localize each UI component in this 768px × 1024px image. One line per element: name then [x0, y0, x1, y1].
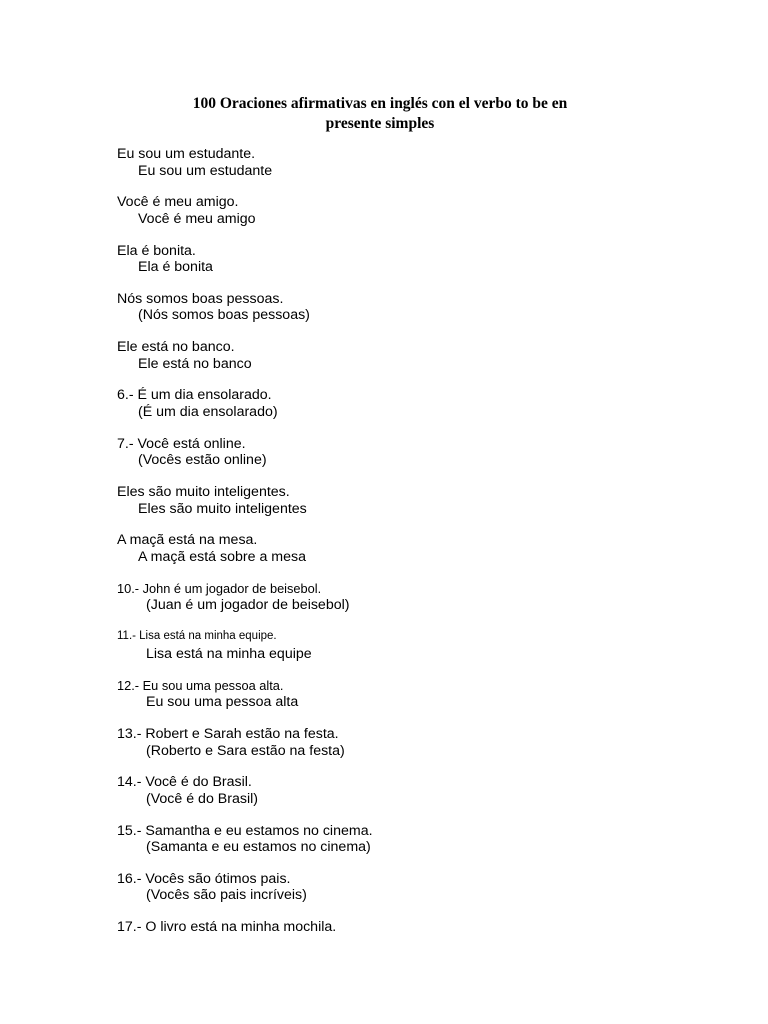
- sentence-entry: [117, 581, 717, 614]
- sentence-source: Você é meu amigo.: [117, 194, 239, 211]
- sentence-entry: [117, 387, 717, 420]
- sentence-translation: (Vocês são pais incríveis): [146, 887, 307, 904]
- sentence-source: 17.- O livro está na minha mochila.: [117, 919, 337, 936]
- sentence-source: 6.- É um dia ensolarado.: [117, 387, 272, 404]
- sentence-entry: [117, 339, 717, 372]
- sentence-translation: Eu sou uma pessoa alta: [146, 694, 299, 711]
- sentence-entry: [117, 774, 717, 807]
- document-title-line-2: presente simples: [325, 115, 435, 132]
- sentence-source: 10.- John é um jogador de beisebol.: [117, 580, 322, 596]
- sentence-translation: (Samanta e eu estamos no cinema): [146, 839, 371, 856]
- sentence-entry: [117, 823, 717, 856]
- sentence-entry: [117, 484, 717, 517]
- sentence-translation: (Nós somos boas pessoas): [138, 307, 310, 324]
- sentence-entry: [117, 629, 717, 663]
- sentence-translation: (Vocês estão online): [138, 452, 267, 469]
- sentence-source: Ela é bonita.: [117, 242, 196, 259]
- sentence-source: Ele está no banco.: [117, 339, 235, 356]
- sentence-entry: [117, 146, 717, 179]
- sentence-source: A maçã está na mesa.: [117, 532, 258, 549]
- sentence-source: Eles são muito inteligentes.: [117, 484, 290, 501]
- sentence-entry: [117, 919, 717, 936]
- sentence-source: Eu sou um estudante.: [117, 146, 256, 162]
- sentence-list: [117, 146, 717, 951]
- sentence-entry: [117, 678, 717, 711]
- sentence-translation: Ela é bonita: [138, 259, 213, 276]
- sentence-translation: Lisa está na minha equipe: [146, 645, 312, 662]
- sentence-source: 11.- Lisa está na minha equipe.: [117, 629, 277, 642]
- sentence-entry: [117, 871, 717, 904]
- sentence-entry: [117, 532, 717, 565]
- sentence-entry: [117, 243, 717, 276]
- sentence-translation: Você é meu amigo: [138, 210, 256, 227]
- sentence-translation: Ele está no banco: [138, 355, 252, 372]
- sentence-translation: Eles são muito inteligentes: [138, 500, 307, 517]
- sentence-translation: (É um dia ensolarado): [138, 403, 278, 420]
- sentence-source: 16.- Vocês são ótimos pais.: [117, 870, 291, 887]
- sentence-translation: Eu sou um estudante: [138, 162, 273, 179]
- sentence-source: 14.- Você é do Brasil.: [117, 774, 252, 791]
- sentence-source: Nós somos boas pessoas.: [117, 290, 284, 307]
- sentence-translation: A maçã está sobre a mesa: [138, 548, 306, 565]
- sentence-source: 13.- Robert e Sarah estão na festa.: [117, 726, 339, 743]
- document-title-line-1: 100 Oraciones afirmativas en inglés con el verbo to be en: [192, 95, 568, 112]
- sentence-translation: (Roberto e Sara estão na festa): [146, 742, 345, 759]
- sentence-source: 12.- Eu sou uma pessoa alta.: [117, 677, 284, 693]
- document-title: [20, 94, 740, 134]
- sentence-entry: [117, 291, 717, 324]
- sentence-source: 15.- Samantha e eu estamos no cinema.: [117, 822, 373, 839]
- sentence-translation: (Você é do Brasil): [146, 790, 258, 807]
- sentence-entry: [117, 726, 717, 759]
- sentence-source: 7.- Você está online.: [117, 435, 246, 452]
- sentence-entry: [117, 436, 717, 469]
- sentence-translation: (Juan é um jogador de beisebol): [146, 597, 350, 614]
- sentence-entry: [117, 194, 717, 227]
